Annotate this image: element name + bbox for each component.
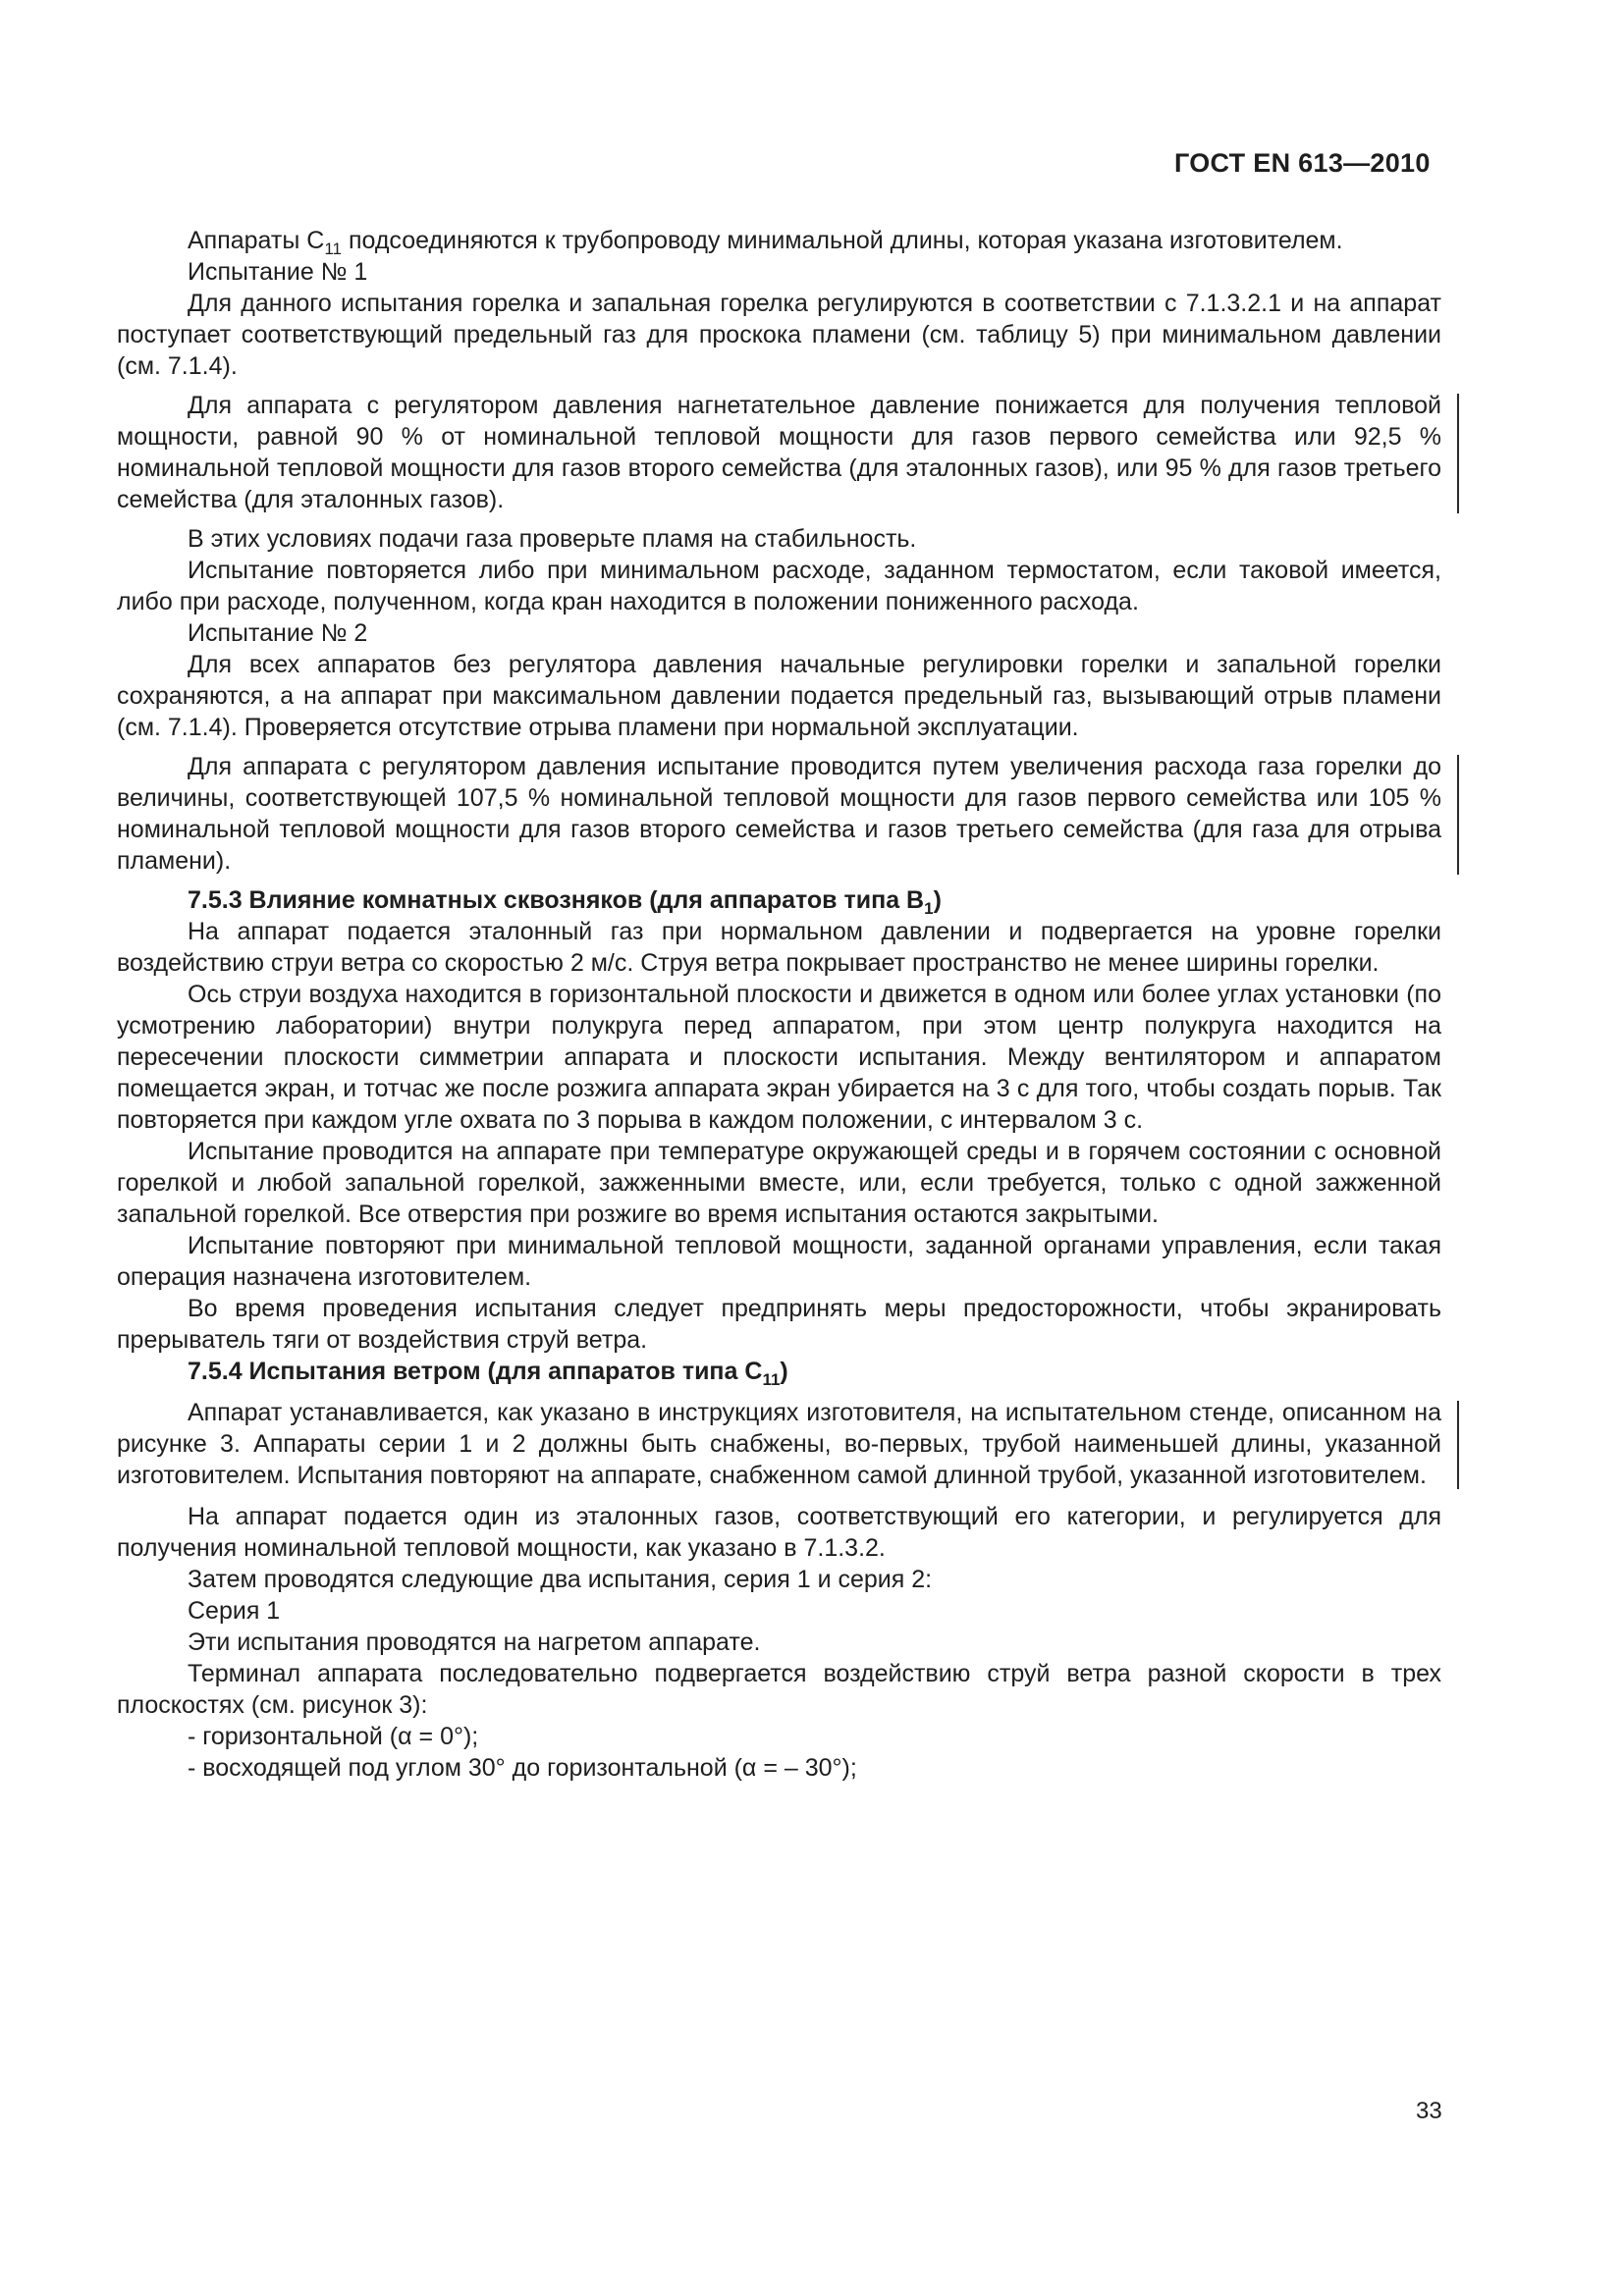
paragraph: Терминал аппарата последовательно подвергается воздействию струй ветра разной скорости в трех плоскостях (см. рисунок 3): <box>117 1660 1441 1719</box>
section-heading-7-5-3: 7.5.3 Влияние комнатных сквозняков (для аппаратов типа $В_1$) <box>188 886 942 918</box>
paragraph: Эти испытания проводятся на нагретом аппарате. <box>188 1629 761 1656</box>
paragraph: Для аппарата с регулятором давления нагнетательное давление понижается для получения тепловой мощности, равной 90 % от номинальной тепловой мощности для газов первого семейства или 92,5 % номинальной тепловой мощности для газов второго семейства (для эталонных газов), или 95 % для газов третьего семейства (для эталонных газов). <box>117 392 1441 513</box>
document-header: ГОСТ EN 613—2010 <box>1174 148 1431 178</box>
paragraph: На аппарат подается эталонный газ при нормальном давлении и подвергается на уровне горелки воздействию струи ветра со скоростью 2 м/с. Струя ветра покрывает пространство не менее ширины горелки. <box>117 918 1441 977</box>
test-1-label: Испытание № 1 <box>188 258 368 286</box>
list-item: - горизонтальной (α = 0°); <box>188 1723 479 1750</box>
text-block <box>117 1501 1441 1784</box>
paragraph: Аппарат устанавливается, как указано в инструкциях изготовителя, на испытательном стенде, описанном на рисунке 3. Аппараты серии 1 и 2 должны быть снабжены, во-первых, трубой наименьшей длины, указанной изготовителем. Испытания повторяют на аппарате, снабженном самой длинной трубой, указанной изготовителем. <box>117 1399 1441 1489</box>
section-7-5-3 <box>117 884 1441 1387</box>
paragraph: На аппарат подается один из эталонных газов, соответствующий его категории, и регулируется для получения номинальной тепловой мощности, как указано в 7.1.3.2. <box>117 1503 1441 1562</box>
paragraph: В этих условиях подачи газа проверьте пламя на стабильность. <box>188 525 917 553</box>
document-body <box>117 225 1441 1784</box>
series-1-label: Серия 1 <box>188 1597 281 1625</box>
paragraph: Во время проведения испытания следует предпринять меры предосторожности, чтобы экранировать прерыватель тяги от воздействия струй ветра. <box>117 1295 1441 1354</box>
paragraph: Испытание проводится на аппарате при температуре окружающей среды и в горячем состоянии с основной горелкой и любой запальной горелкой, зажженными вместе, или, если требуется, только с одной зажженной запальной горелкой. Все отверстия при розжиге во время испытания остаются закрытыми. <box>117 1138 1441 1228</box>
text-block <box>117 523 1441 743</box>
paragraph: Испытание повторяют при минимальной тепловой мощности, заданной органами управления, если такая операция назначена изготовителем. <box>117 1232 1441 1291</box>
revision-marked-block <box>117 751 1441 877</box>
paragraph: Ось струи воздуха находится в горизонтальной плоскости и движется в одном или более углах установки (по усмотрению лаборатории) внутри полукруга перед аппаратом, при этом центр полукруга находится на пересечении плоскости симметрии аппарата и плоскости испытания. Между вентилятором и аппаратом помещается экран, и тотчас же после розжига аппарата экран убирается на 3 с для того, чтобы создать порыв. Так повторяется при каждом угле охвата по 3 порыва в каждом положении, с интервалом 3 с. <box>117 981 1441 1134</box>
paragraph: Для аппарата с регулятором давления испытание проводится путем увеличения расхода газа горелки до величины, соответствующей 107,5 % номинальной тепловой мощности для газов первого семейства или 105 % номинальной тепловой мощности для газов второго семейства и газов третьего семейства (для газа для отрыва пламени). <box>117 753 1441 875</box>
section-heading-7-5-4: 7.5.4 Испытания ветром (для аппаратов типа $С_{11}$) <box>188 1358 788 1389</box>
list-item: - восходящей под углом 30° до горизонтальной (α = – 30°); <box>188 1754 857 1782</box>
test-2-label: Испытание № 2 <box>188 619 368 647</box>
paragraph-c11-connection: Аппараты $С_{11}$ подсоединяются к трубопроводу минимальной длины, которая указана изготовителем. <box>188 227 1343 258</box>
page-number: 33 <box>1416 2098 1442 2124</box>
paragraph: Испытание повторяется либо при минимальном расходе, заданном термостатом, если таковой имеется, либо при расходе, полученном, когда кран находится в положении пониженного расхода. <box>117 557 1441 615</box>
revision-marked-block <box>117 390 1441 515</box>
revision-marked-block <box>117 1397 1441 1491</box>
paragraph: Затем проводятся следующие два испытания, серия 1 и серия 2: <box>188 1566 933 1593</box>
paragraph: Для данного испытания горелка и запальная горелка регулируются в соответствии с 7.1.3.2.1 и на аппарат поступает соответствующий предельный газ для проскока пламени (см. таблицу 5) при минимальном давлении (см. 7.1.4). <box>117 290 1441 380</box>
paragraph: Для всех аппаратов без регулятора давления начальные регулировки горелки и запальной горелки сохраняются, а на аппарат при максимальном давлении подается предельный газ, вызывающий отрыв пламени (см. 7.1.4). Проверяется отсутствие отрыва пламени при нормальной эксплуатации. <box>117 651 1441 741</box>
